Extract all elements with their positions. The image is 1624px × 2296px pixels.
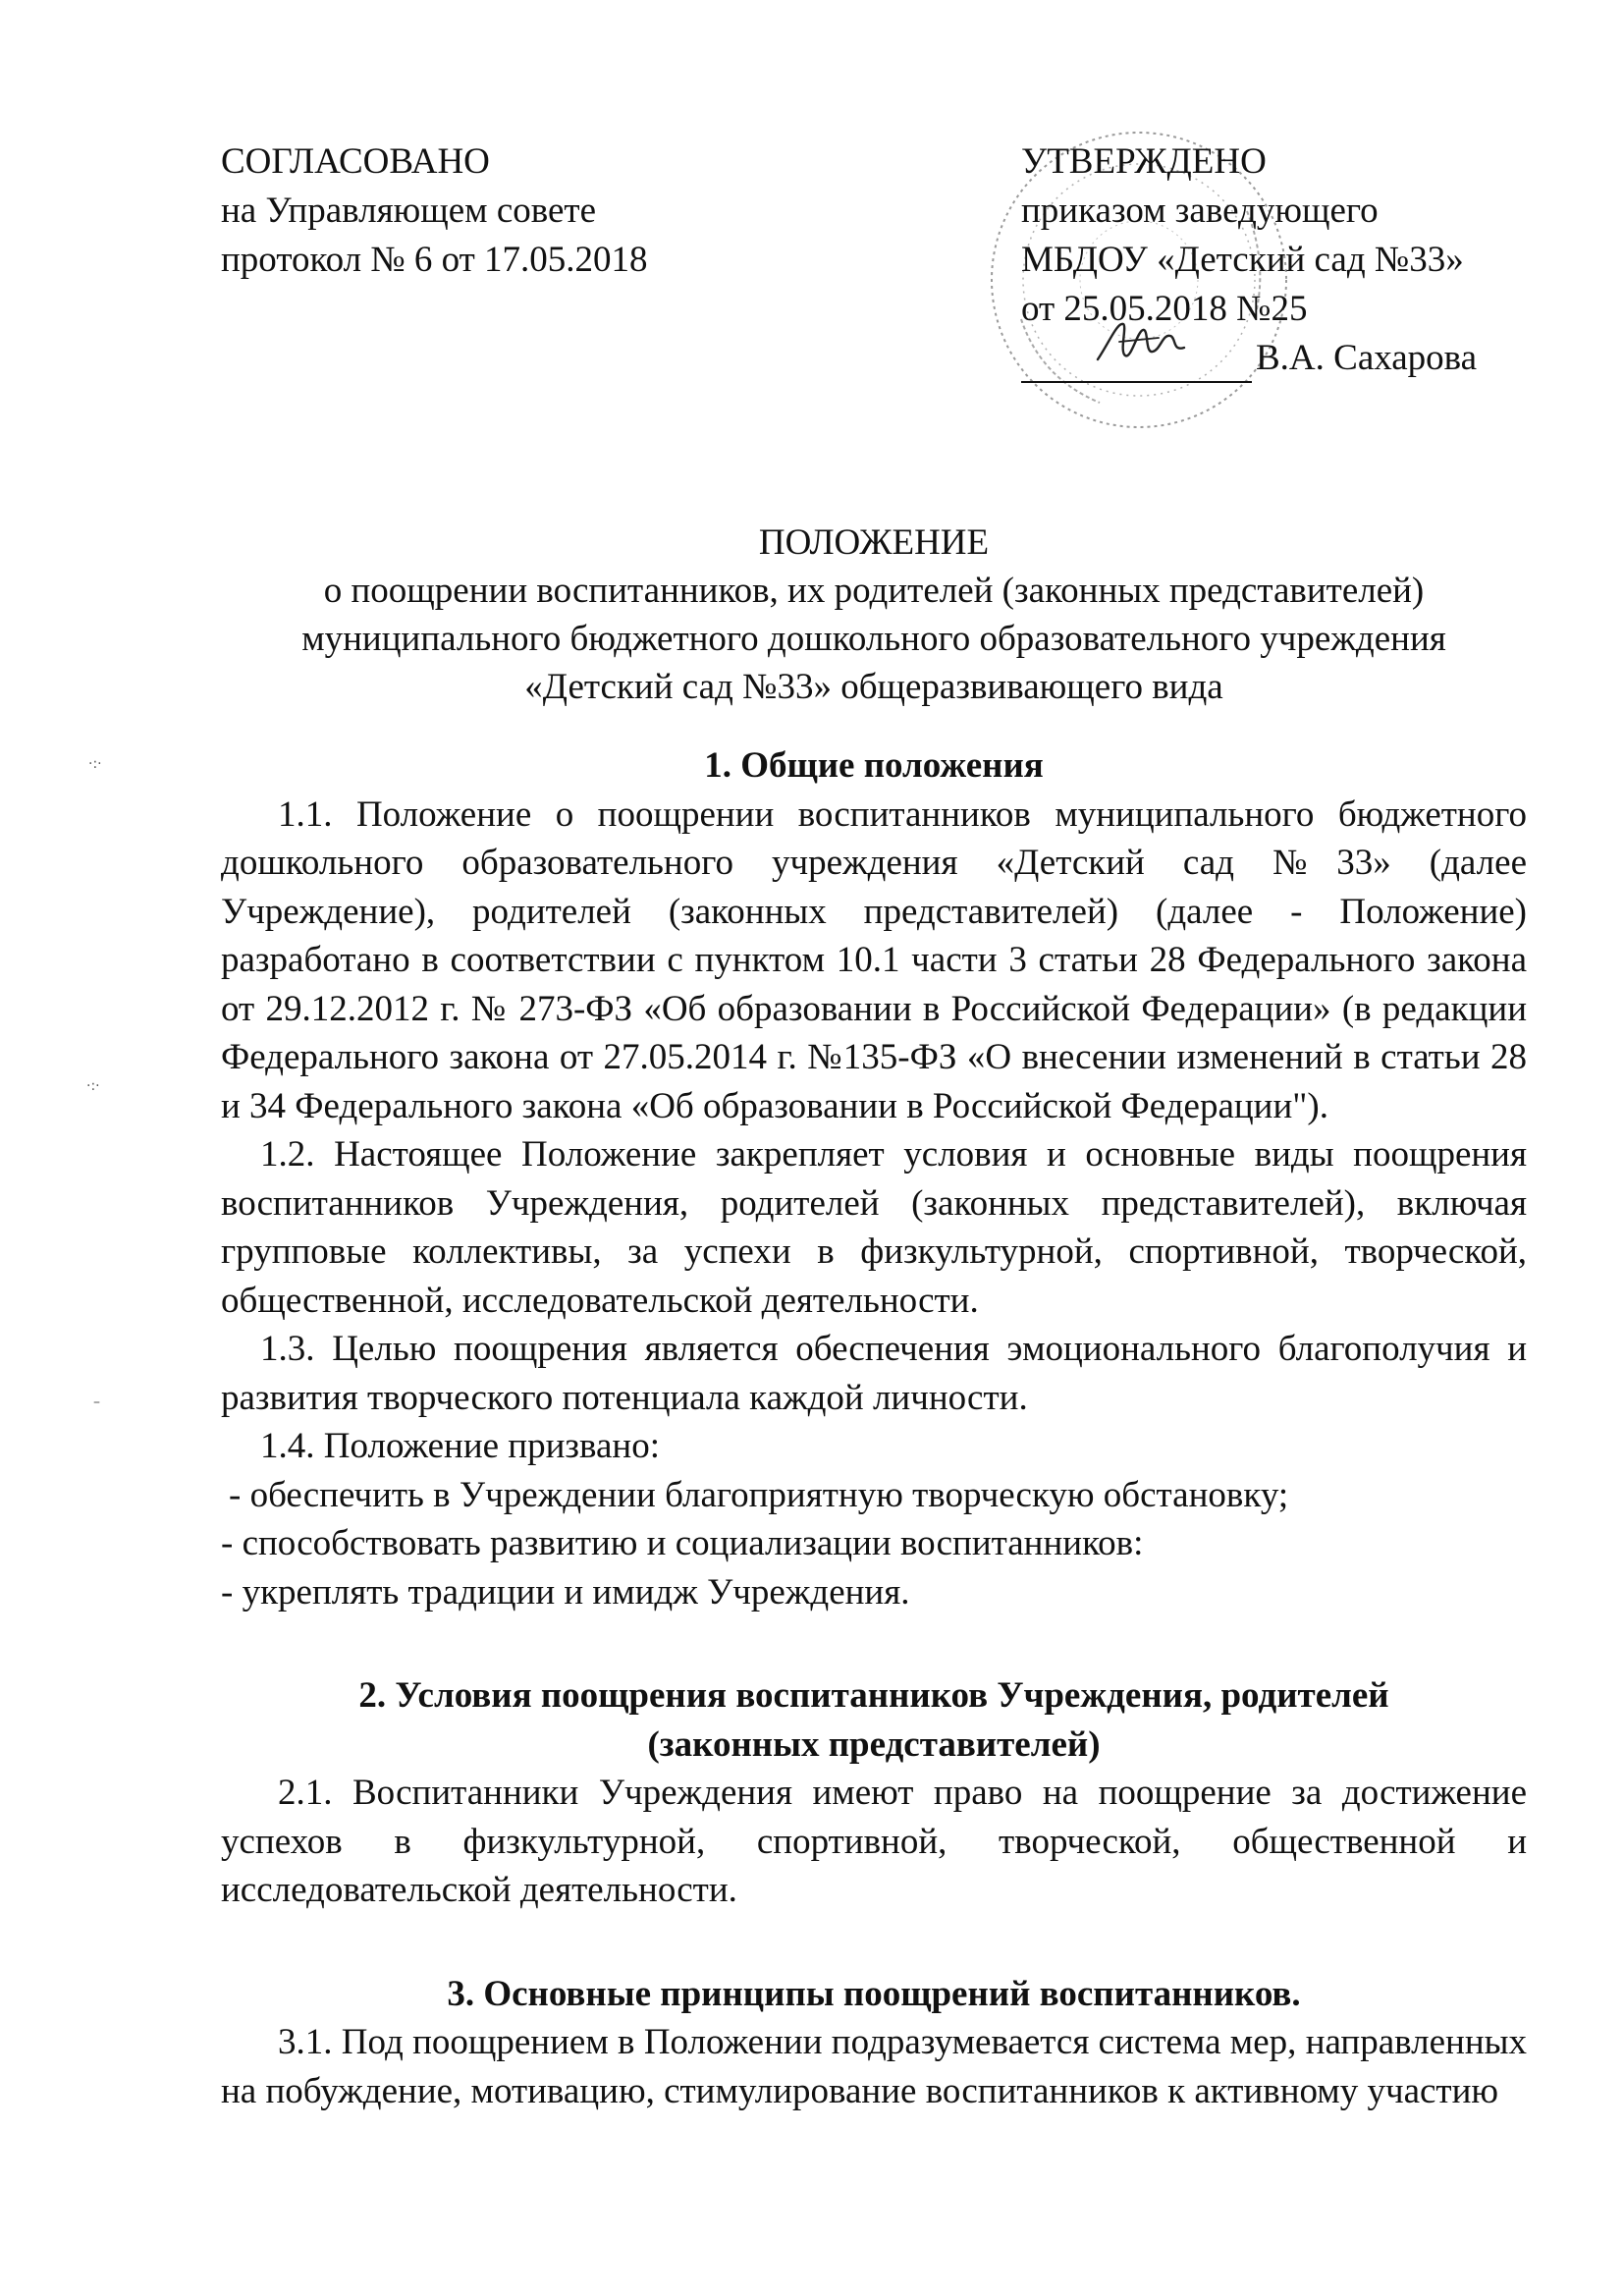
title-line-3: муниципального бюджетного дошкольного образовательного учреждения xyxy=(301,619,1446,659)
spacer xyxy=(221,1616,1527,1671)
paragraph-1-1: 1.1. Положение о поощрении воспитанников муниципального бюджетного дошкольного образовательного учреждения «Детский сад №33» (далее Учреждение), родителей (законных представителей) (далее - Положение) разработано в соответствии с пунктом 10.1 части 3 статьи 28 Федерального закона от 29.12.2012 г. № 273-ФЗ «Об образовании в Российской Федерации» (в редакции Федерального закона от 27.05.2014 г. №135-ФЗ «О внесении изменений в статьи 28 и 34 Федерального закона «Об образовании в Российской Федерации"). xyxy=(221,793,1527,1126)
signatory-name: В.А. Сахарова xyxy=(1256,338,1478,378)
document-body xyxy=(221,741,1527,2115)
scan-mark: – xyxy=(93,1394,100,1410)
section-3-heading: 3. Основные принципы поощрений воспитанников. xyxy=(447,1973,1301,2014)
title-line-2: о поощрении воспитанников, их родителей (законных представителей) xyxy=(323,571,1425,611)
approval-council-line2: протокол № 6 от 17.05.2018 xyxy=(221,240,648,280)
list-item: - способствовать развитию и социализации воспитанников: xyxy=(221,1523,1144,1563)
paragraph-1-2: 1.2. Настоящее Положение закрепляет условия и основные виды поощрения воспитанников Учреждения, родителей (законных представителей), включая групповые коллективы, за успехи в физкультурной, спортивной, творческой, общественной, исследовательской деятельности. xyxy=(221,1134,1527,1321)
approval-council-title: СОГЛАСОВАНО xyxy=(221,141,490,182)
approval-council-line1: на Управляющем совете xyxy=(221,191,597,231)
scan-mark: ·:· xyxy=(86,1078,100,1094)
handwritten-signature xyxy=(1090,312,1198,371)
spacer xyxy=(221,1915,1527,1970)
approval-council-block xyxy=(221,137,648,285)
list-item: - обеспечить в Учреждении благоприятную творческую обстановку; xyxy=(229,1474,1289,1515)
approval-order-line1: приказом заведующего xyxy=(1021,191,1379,231)
approval-order-date: от 25.05.2018 №25 xyxy=(1021,289,1308,329)
list-item: - укреплять традиции и имидж Учреждения. xyxy=(221,1571,910,1613)
section-2-heading-line-1: 2. Условия поощрения воспитанников Учреждения, родителей xyxy=(358,1675,1389,1716)
section-1-heading: 1. Общие положения xyxy=(704,745,1044,786)
paragraph-1-4: 1.4. Положение призвано: xyxy=(260,1426,660,1466)
title-line-1: ПОЛОЖЕНИЕ xyxy=(758,522,990,563)
paragraph-2-1: 2.1. Воспитанники Учреждения имеют право на поощрение за достижение успехов в физкультурной, спортивной, творческой, общественной и исследовательской деятельности. xyxy=(221,1773,1527,1910)
approval-order-title: УТВЕРЖДЕНО xyxy=(1021,141,1267,182)
title-line-4: «Детский сад №33» общеразвивающего вида xyxy=(524,667,1223,707)
approval-order-line2: МБДОУ «Детский сад №33» xyxy=(1021,240,1464,280)
document-title xyxy=(221,519,1527,711)
paragraph-3-1: 3.1. Под поощрением в Положении подразумевается система мер, направленных на побуждение, мотивацию, стимулирование воспитанников к активному участию xyxy=(221,2022,1527,2111)
section-2-heading-line-2: (законных представителей) xyxy=(647,1723,1101,1765)
paragraph-1-3: 1.3. Целью поощрения является обеспечения эмоционального благополучия и развития творческого потенциала каждой личности. xyxy=(221,1329,1527,1418)
scan-mark: ·:· xyxy=(88,756,102,772)
